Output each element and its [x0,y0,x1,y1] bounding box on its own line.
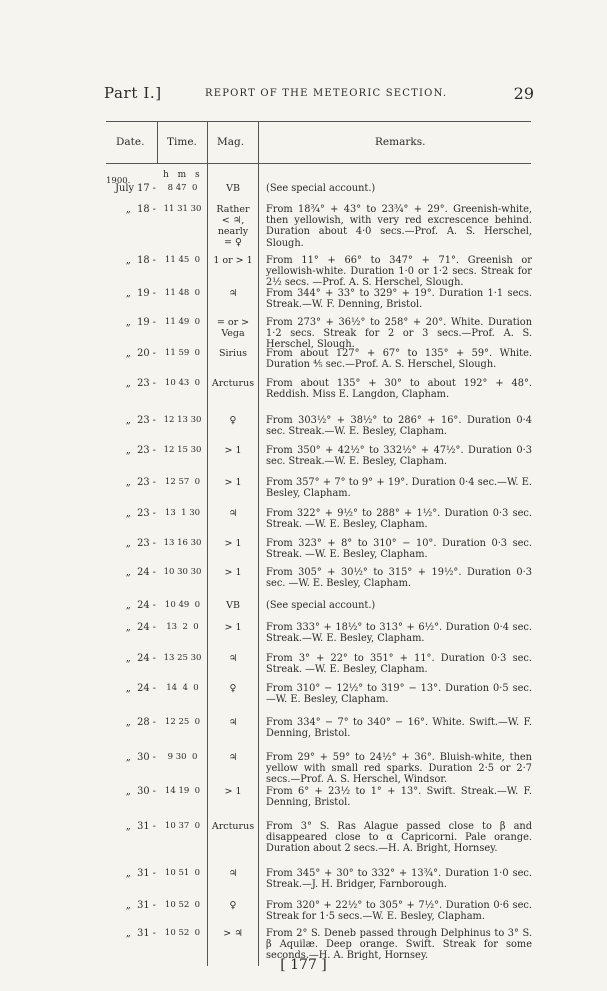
row-date: „ 31 - [125,868,156,879]
col-header-mag: Mag. [217,136,245,148]
row-magnitude: ♀ [229,683,237,694]
row-date: „ 31 - [125,821,156,832]
page-header [104,84,534,108]
row-time: 12 15 30 [163,445,202,455]
row-magnitude: > 1 [224,538,242,549]
row-time: 11 45 0 [164,255,201,265]
row-date: „ 23 - [125,445,156,456]
row-magnitude: > 1 [224,477,242,488]
row-time: 10 52 0 [164,928,201,938]
row-remarks: From 310° − 12½° to 319° − 13°. Duration 0·5 sec.—W. E. Besley, Clapham. [266,683,532,706]
row-date: „ 23 - [125,415,156,426]
row-remarks: From 345° + 30° to 332° + 13¾°. Duration 1·0 sec. Streak.—J. H. Bridger, Farnborough. [266,868,532,891]
row-magnitude: > 1 [224,786,242,797]
row-date: „ 24 - [125,653,156,664]
row-time: 10 52 0 [164,900,201,910]
row-time: 11 48 0 [164,288,201,298]
row-remarks: From 273° + 36½° to 258° + 20°. White. Duration 1·2 secs. Streak for 2 or 3 secs.—Prof. A. S. Herschel, Slough. [266,317,532,351]
row-date: „ 30 - [125,786,156,797]
row-remarks: From 322° + 9½° to 288° + 1½°. Duration 0·3 sec. Streak. —W. E. Besley, Clapham. [266,508,532,531]
row-date: „ 19 - [125,317,156,328]
row-date: „ 30 - [125,752,156,763]
col-header-time: Time. [167,136,197,148]
row-remarks: From 350° + 42½° to 332½° + 47½°. Duration 0·3 sec. Streak.—W. E. Besley, Clapham. [266,445,532,468]
row-time: 9 30 0 [167,752,198,762]
row-date: „ 18 - [125,204,156,215]
row-date: July 17 - [115,183,156,194]
running-title: REPORT OF THE METEORIC SECTION. [205,88,448,99]
row-date: „ 18 - [125,255,156,266]
col-header-remarks: Remarks. [375,136,426,148]
row-date: „ 19 - [125,288,156,299]
row-remarks: From 18¾° + 43° to 23¾° + 29°. Greenish-white, then yellowish, with very red excrescence behind. Duration about 4·0 secs.—Prof. A. S. Herschel, Slough. [266,204,532,249]
row-magnitude: ♃ [228,717,238,728]
row-magnitude: VB [226,600,240,611]
table-header-rule [106,163,531,164]
row-date: „ 20 - [125,348,156,359]
page-footer: [ 177 ] [280,957,327,973]
row-remarks: From 357° + 7° to 9° + 19°. Duration 0·4 sec.—W. E. Besley, Clapham. [266,477,532,500]
row-magnitude: Rather < ♃, nearly = ♀ [216,204,250,248]
row-magnitude: Sirius [218,348,248,359]
column-divider [258,121,259,966]
row-remarks: From 303½° + 38½° to 286° + 16°. Duration 0·4 sec. Streak.—W. E. Besley, Clapham. [266,415,532,438]
row-magnitude: 1 or > 1 [213,255,253,266]
page-number: 29 [513,84,534,103]
row-magnitude: > 1 [224,567,242,578]
row-remarks: From about 135° + 30° to about 192° + 48°. Reddish. Miss E. Langdon, Clapham. [266,378,532,401]
row-magnitude: VB [226,183,240,194]
row-magnitude: > 1 [224,622,242,633]
row-remarks: From 323° + 8° to 310° − 10°. Duration 0·3 sec. Streak. —W. E. Besley, Clapham. [266,538,532,561]
row-date: „ 23 - [125,538,156,549]
row-remarks: From 333° + 18½° to 313° + 6½°. Duration 0·4 sec. Streak.—W. E. Besley, Clapham. [266,622,532,645]
row-magnitude: ♀ [229,900,237,911]
row-remarks: From 344° + 33° to 329° + 19°. Duration 1·1 secs. Streak.—W. F. Denning, Bristol. [266,288,532,311]
row-remarks: (See special account.) [266,183,376,194]
row-time: 12 25 0 [164,717,201,727]
row-time: 11 59 0 [164,348,201,358]
row-time: 14 19 0 [164,786,201,796]
row-date: „ 23 - [125,508,156,519]
row-magnitude: Arcturus [211,821,255,832]
row-time: 13 1 30 [164,508,201,518]
row-date: „ 24 - [125,683,156,694]
time-units: h m s [163,170,203,180]
year-label: 1900. [106,176,131,186]
row-time: 14 4 0 [166,683,199,693]
row-remarks: From 334° − 7° to 340° − 16°. White. Swift.—W. F. Denning, Bristol. [266,717,532,740]
row-magnitude: ♃ [228,288,238,299]
row-time: 11 49 0 [164,317,201,327]
row-date: „ 31 - [125,928,156,939]
row-time: 12 13 30 [163,415,202,425]
row-magnitude: ♃ [228,508,238,519]
row-magnitude: ♃ [228,868,238,879]
row-date: „ 23 - [125,477,156,488]
row-time: 8 47 0 [167,183,198,193]
row-time: 13 16 30 [163,538,202,548]
table-top-rule [106,121,531,122]
column-divider [157,121,158,163]
row-date: „ 24 - [125,600,156,611]
row-remarks: From 2° S. Deneb passed through Delphinus to 3° S. β Aquilæ. Deep orange. Swift. Streak for some seconds.—H. A. Bright, Hornsey. [266,928,532,962]
row-date: „ 28 - [125,717,156,728]
row-magnitude: ♃ [228,653,238,664]
row-date: „ 24 - [125,567,156,578]
row-magnitude: > 1 [224,445,242,456]
row-magnitude: ♃ [228,752,238,763]
row-remarks: From 320° + 22½° to 305° + 7½°. Duration 0·6 sec. Streak for 1·5 secs.—W. E. Besley, Clapham. [266,900,532,923]
row-remarks: From 3° + 22° to 351° + 11°. Duration 0·3 sec. Streak. —W. E. Besley, Clapham. [266,653,532,676]
row-remarks: From 3° S. Ras Alague passed close to β and disappeared close to α Capricorni. Pale orange. Duration about 2 secs.—H. A. Bright, Hornsey. [266,821,532,855]
row-time: 10 37 0 [164,821,201,831]
row-remarks: From 29° + 59° to 24½° + 36°. Bluish-white, then yellow with small red sparks. Duration 2·5 or 2·7 secs.—Prof. A. S. Herschel, Windsor. [266,752,532,786]
row-remarks: From 6° + 23½ to 1° + 13°. Swift. Streak.—W. F. Denning, Bristol. [266,786,532,809]
part-label: Part I.] [104,84,162,102]
row-time: 10 43 0 [164,378,201,388]
row-magnitude: = or > Vega [216,317,250,339]
row-time: 13 2 0 [166,622,199,632]
row-date: „ 31 - [125,900,156,911]
row-time: 10 30 30 [163,567,202,577]
row-date: „ 23 - [125,378,156,389]
row-remarks: From 305° + 30½° to 315° + 19½°. Duration 0·3 sec. —W. E. Besley, Clapham. [266,567,532,590]
row-remarks: From 11° + 66° to 347° + 71°. Greenish or yellowish-white. Duration 1·0 or 1·2 secs. Streak for 2½ secs. —Prof. A. S. Herschel, Slough. [266,255,532,289]
row-time: 10 49 0 [164,600,201,610]
row-remarks: From about 127° + 67° to 135° + 59°. White. Duration ⅘ sec.—Prof. A. S. Herschel, Slough. [266,348,532,371]
row-magnitude: Arcturus [211,378,255,389]
row-time: 13 25 30 [163,653,202,663]
col-header-date: Date. [116,136,145,148]
row-date: „ 24 - [125,622,156,633]
row-remarks: (See special account.) [266,600,376,611]
row-time: 12 57 0 [164,477,201,487]
row-magnitude: > ♃ [223,928,243,939]
row-time: 10 51 0 [164,868,201,878]
row-time: 11 31 30 [163,204,202,214]
row-magnitude: ♀ [229,415,237,426]
